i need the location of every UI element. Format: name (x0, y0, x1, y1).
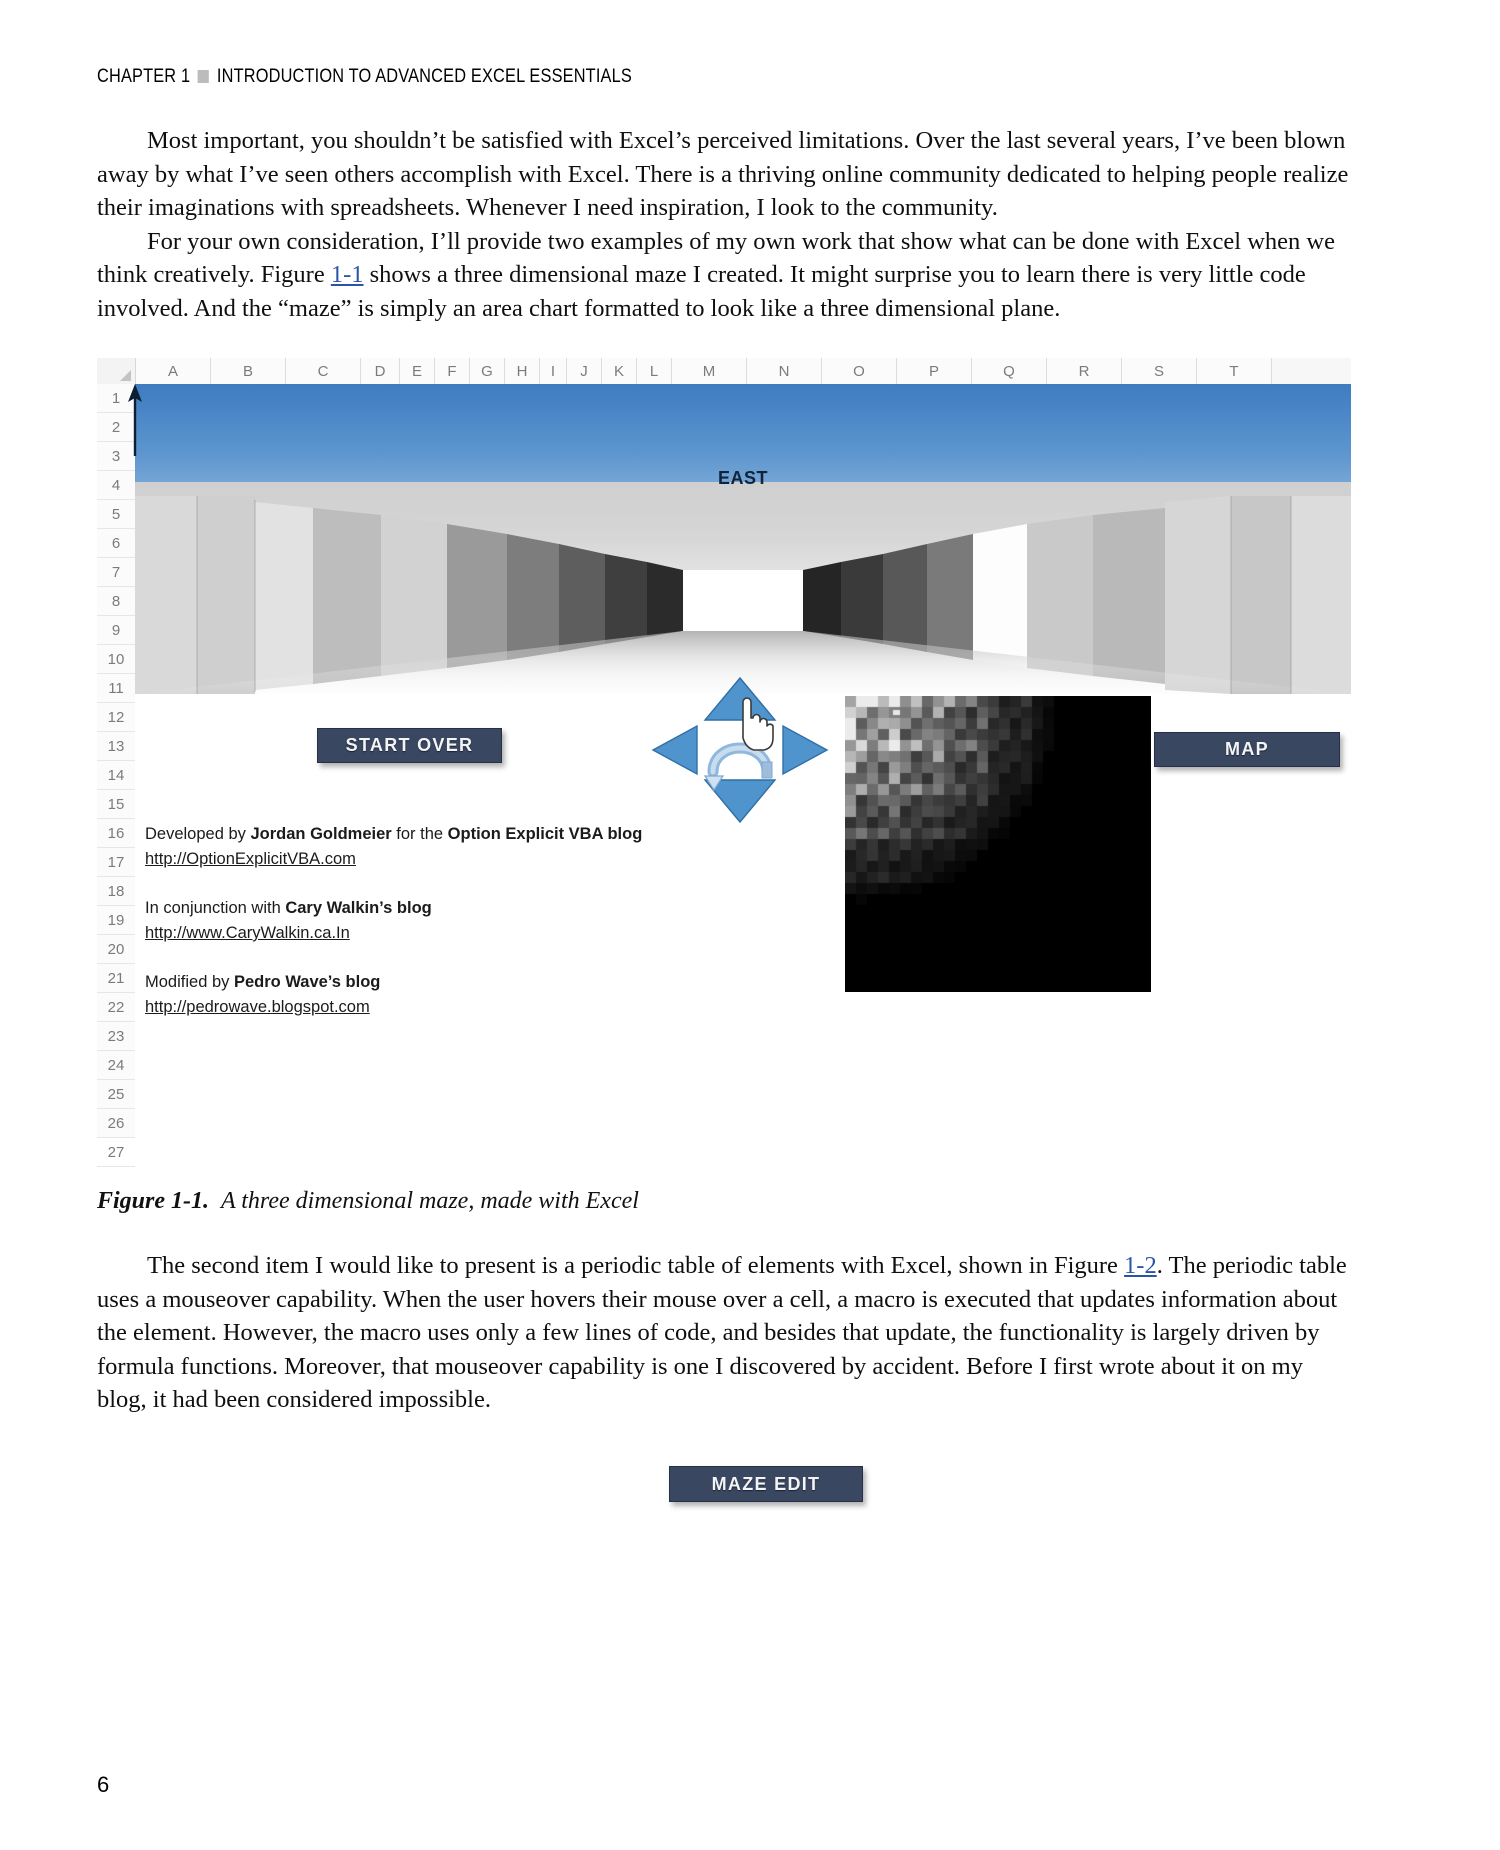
square-bullet-icon (198, 70, 209, 83)
credits-url-2[interactable]: http://www.CaryWalkin.ca.In (145, 924, 350, 942)
map-button[interactable]: MAP (1154, 732, 1340, 767)
column-header-I[interactable]: I (540, 358, 567, 384)
row-header-9[interactable]: 9 (97, 616, 135, 645)
column-header-A[interactable]: A (136, 358, 211, 384)
row-header-16[interactable]: 16 (97, 819, 135, 848)
compass-label: EAST (717, 468, 768, 488)
column-header-C[interactable]: C (286, 358, 361, 384)
row-header-18[interactable]: 18 (97, 877, 135, 906)
page-number: 6 (97, 1772, 110, 1797)
row-header-12[interactable]: 12 (97, 703, 135, 732)
row-header-21[interactable]: 21 (97, 964, 135, 993)
credits-spacer-2 (145, 946, 665, 970)
column-header-K[interactable]: K (602, 358, 637, 384)
row-header-4[interactable]: 4 (97, 471, 135, 500)
row-header-7[interactable]: 7 (97, 558, 135, 587)
figure-caption-label: Figure 1-1. (97, 1188, 210, 1214)
credits-l1-name: Jordan Goldmeier (250, 825, 392, 843)
column-header-B[interactable]: B (211, 358, 286, 384)
maze-walls (135, 384, 1351, 694)
column-header-R[interactable]: R (1047, 358, 1122, 384)
paragraph-2-text-a: For your own consideration, I’ll provide two examples of my own work that show what can be done with Excel when we think creatively. Figure (97, 227, 1335, 288)
row-header-11[interactable]: 11 (97, 674, 135, 703)
row-header-17[interactable]: 17 (97, 848, 135, 877)
row-header-24[interactable]: 24 (97, 1051, 135, 1080)
credits-l5-name: Pedro Wave’s blog (233, 973, 381, 991)
maze-minimap[interactable] (845, 696, 1151, 992)
column-header-G[interactable]: G (470, 358, 505, 384)
paragraph-2-text-b: shows a three dimensional maze I created. It might surprise you to learn there is very little code involved. And the “maze” is simply an area chart formatted to look like a three dimensional plane. (97, 261, 1306, 322)
row-header-6[interactable]: 6 (97, 529, 135, 558)
paragraph-2 (97, 225, 1351, 326)
column-header-S[interactable]: S (1122, 358, 1197, 384)
column-header-E[interactable]: E (400, 358, 435, 384)
figure-1-2-crossref[interactable]: 1-2 (1124, 1252, 1157, 1279)
select-all-triangle-icon[interactable] (97, 358, 136, 384)
column-header-D[interactable]: D (361, 358, 400, 384)
column-header-row[interactable] (97, 358, 1351, 385)
running-head-title: INTRODUCTION TO ADVANCED EXCEL ESSENTIALS (216, 66, 632, 87)
credits-line-5 (145, 970, 665, 995)
row-header-14[interactable]: 14 (97, 761, 135, 790)
paragraph-1-text: Most important, you shouldn’t be satisfied with Excel’s perceived limitations. Over the last several years, I’ve been blown away by what I’ve seen others accomplish with Excel. There is a thriving online community dedicated to helping people realize their imaginations with spreadsheets. Whenever I need inspiration, I look to the community. (97, 127, 1349, 221)
credits-url-1[interactable]: http://OptionExplicitVBA.com (145, 850, 356, 868)
triangle-up-icon (705, 678, 775, 720)
body-paragraph-group-bottom (97, 1249, 1351, 1417)
figure-caption (97, 1188, 639, 1215)
paragraph-1 (97, 124, 1351, 225)
figure-1-1-crossref[interactable]: 1-1 (330, 261, 364, 288)
credits-l3-pre: In conjunction with (145, 899, 286, 917)
credits-l1-pre: Developed by (145, 825, 251, 843)
credits-url-3[interactable]: http://pedrowave.blogspot.com (145, 998, 370, 1016)
credits-line-1 (145, 822, 665, 847)
column-header-T[interactable]: T (1197, 358, 1272, 384)
credits-block (145, 822, 665, 1020)
running-head (97, 66, 632, 88)
row-header-1[interactable]: 1 (97, 384, 135, 413)
row-header-19[interactable]: 19 (97, 906, 135, 935)
up-arrow-icon (126, 384, 144, 458)
row-header-2[interactable]: 2 (97, 413, 135, 442)
column-header-L[interactable]: L (637, 358, 672, 384)
column-header-N[interactable]: N (747, 358, 822, 384)
row-header-5[interactable]: 5 (97, 500, 135, 529)
row-header-27[interactable]: 27 (97, 1138, 135, 1167)
row-header-13[interactable]: 13 (97, 732, 135, 761)
row-header-15[interactable]: 15 (97, 790, 135, 819)
paragraph-3-text-b: . The periodic table uses a mouseover capability. When the user hovers their mouse over a cell, a macro is executed that updates information about the element. However, the macro uses only a few lines of code, and besides that update, the functionality is largely driven by formula functions. Moreover, that mouseover capability is one I discovered by accident. Before I first wrote about it on my blog, it had been considered impossible. (97, 1252, 1347, 1413)
triangle-right-icon (783, 726, 827, 774)
row-header-25[interactable]: 25 (97, 1080, 135, 1109)
running-head-chapter: CHAPTER 1 (97, 66, 191, 87)
column-header-P[interactable]: P (897, 358, 972, 384)
body-paragraph-group-top (97, 124, 1351, 325)
row-header-20[interactable]: 20 (97, 935, 135, 964)
row-header-column[interactable] (97, 384, 136, 1161)
column-header-H[interactable]: H (505, 358, 540, 384)
row-header-22[interactable]: 22 (97, 993, 135, 1022)
maze-edit-button[interactable]: MAZE EDIT (669, 1466, 863, 1502)
column-header-F[interactable]: F (435, 358, 470, 384)
paragraph-3 (97, 1249, 1351, 1417)
start-over-button[interactable]: START OVER (317, 728, 502, 763)
column-header-O[interactable]: O (822, 358, 897, 384)
row-header-8[interactable]: 8 (97, 587, 135, 616)
credits-l1-blog: Option Explicit VBA blog (447, 825, 643, 843)
credits-spacer-1 (145, 872, 665, 896)
row-header-10[interactable]: 10 (97, 645, 135, 674)
triangle-left-icon (653, 726, 697, 774)
column-header-J[interactable]: J (567, 358, 602, 384)
column-header-Q[interactable]: Q (972, 358, 1047, 384)
credits-l5-pre: Modified by (145, 973, 234, 991)
paragraph-3-text-a: The second item I would like to present is a periodic table of elements with Excel, shown in Figure (147, 1252, 1125, 1279)
row-header-26[interactable]: 26 (97, 1109, 135, 1138)
credits-l1-mid: for the (391, 825, 448, 843)
credits-l3-name: Cary Walkin’s blog (285, 899, 432, 917)
column-header-M[interactable]: M (672, 358, 747, 384)
row-header-3[interactable]: 3 (97, 442, 135, 471)
credits-line-3 (145, 896, 665, 921)
row-header-23[interactable]: 23 (97, 1022, 135, 1051)
maze-area-chart (135, 384, 1351, 694)
figure-caption-text: A three dimensional maze, made with Excel (221, 1188, 639, 1214)
navigation-pad[interactable] (651, 676, 829, 824)
